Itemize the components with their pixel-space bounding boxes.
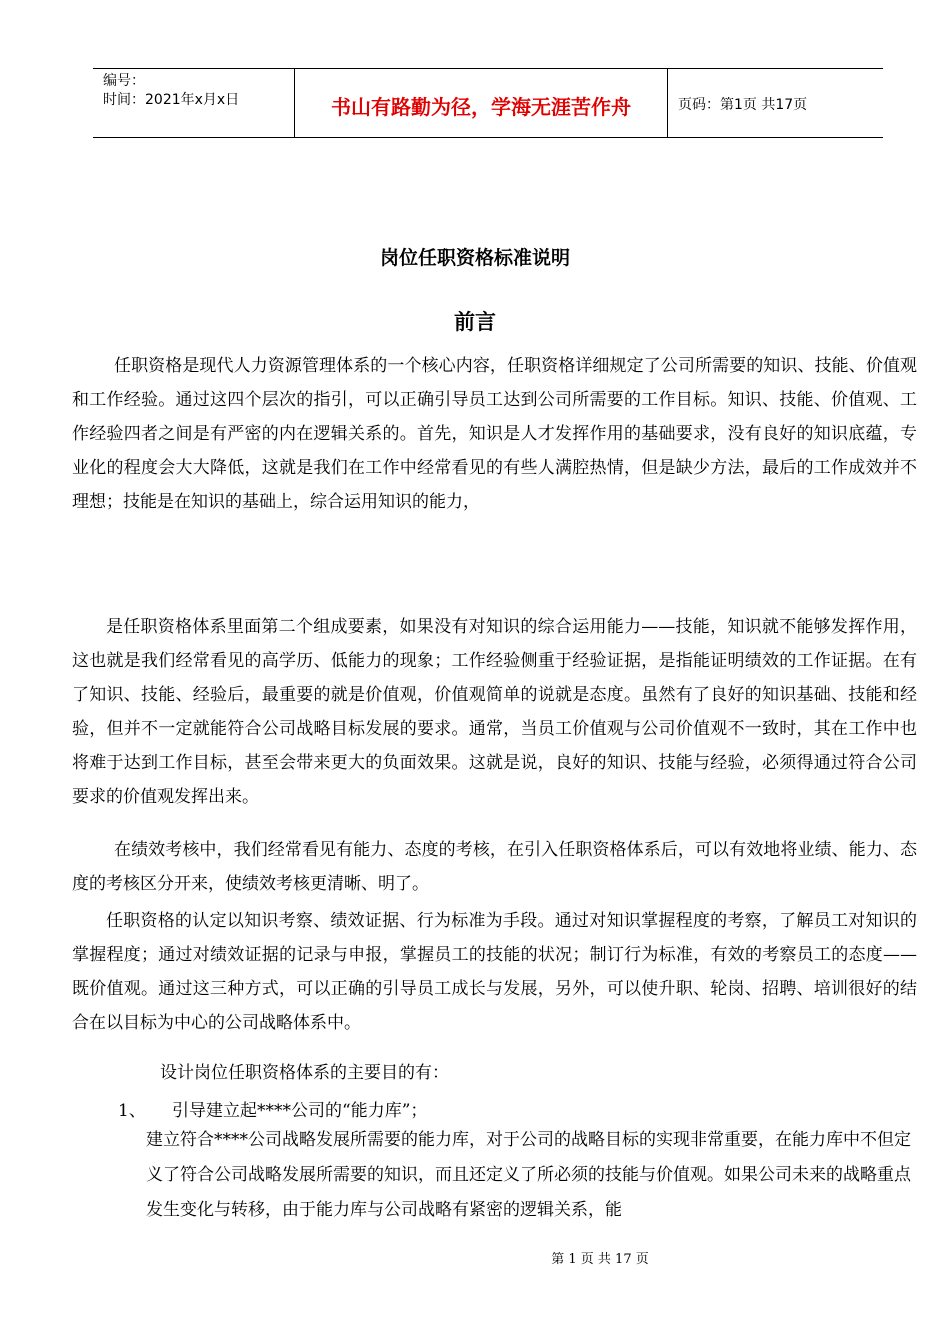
list-item-body: 建立符合****公司战略发展所需要的能力库，对于公司的战略目标的实现非常重要，在能力库中不但定义了符合公司战略发展所需要的知识，而且还定义了所必须的技能与价值观。如果公司未来的战略重点发生变化与转移，由于能力库与公司战略有紧密的逻辑关系，能: [146, 1130, 911, 1220]
header-page-label: 页码：第1页 共17页: [678, 97, 808, 113]
paragraph: 任职资格的认定以知识考察、绩效证据、行为标准为手段。通过对知识掌握程度的考察，了解员工对知识的掌握程度；通过对绩效证据的记录与申报，掌握员工的技能的状况；制订行为标准，有效的考察员工的态度——既价值观。通过这三种方式，可以正确的引导员工成长与发展，另外，可以使升职、轮岗、招聘、培训很好的结合在以目标为中心的公司战略体系中。: [72, 911, 917, 1033]
document-subtitle: 前言: [454, 310, 496, 334]
list-item-number: 1、: [118, 1101, 146, 1121]
document-title: 岗位任职资格标准说明: [379, 247, 570, 269]
paragraph: 是任职资格体系里面第二个组成要素，如果没有对知识的综合运用能力——技能，知识就不能够发挥作用，这也就是我们经常看见的高学历、低能力的现象；工作经验侧重于经验证据，是指能证明绩效的工作证据。在有了知识、技能、经验后，最重要的就是价值观，价值观简单的说就是态度。虽然有了良好的知识基础、技能和经验，但并不一定就能符合公司战略目标发展的要求。通常，当员工价值观与公司价值观不一致时，其在工作中也将难于达到工作目标，甚至会带来更大的负面效果。这就是说，良好的知识、技能与经验，必须得通过符合公司要求的价值观发挥出来。: [72, 617, 917, 807]
paragraph: 在绩效考核中，我们经常看见有能力、态度的考核，在引入任职资格体系后，可以有效地将业绩、能力、态度的考核区分开来，使绩效考核更清晰、明了。: [72, 840, 917, 894]
header-motto: 书山有路勤为径，学海无涯苦作舟: [331, 95, 631, 119]
paragraph: 任职资格是现代人力资源管理体系的一个核心内容，任职资格详细规定了公司所需要的知识、技能、价值观和工作经验。通过这四个层次的指引，可以正确引导员工达到公司所需要的工作目标。知识、技能、价值观、工作经验四者之间是有严密的内在逻辑关系的。首先，知识是人才发挥作用的基础要求，没有良好的知识底蕴，专业化的程度会大大降低，这就是我们在工作中经常看见的有些人满腔热情，但是缺少方法，最后的工作成效并不理想；技能是在知识的基础上，综合运用知识的能力，: [72, 356, 917, 512]
header-divider: [667, 69, 668, 137]
document-number-label: 编号：: [103, 73, 145, 89]
purpose-intro: 设计岗位任职资格体系的主要目的有：: [160, 1063, 449, 1083]
header-meta: [103, 72, 239, 110]
page-header: [93, 68, 883, 138]
list-item-title: 引导建立起****公司的“能力库”；: [172, 1101, 428, 1121]
document-time-label: 时间：2021年x月x日: [103, 92, 240, 108]
page-footer: 第 1 页 共 17 页: [551, 1252, 649, 1267]
